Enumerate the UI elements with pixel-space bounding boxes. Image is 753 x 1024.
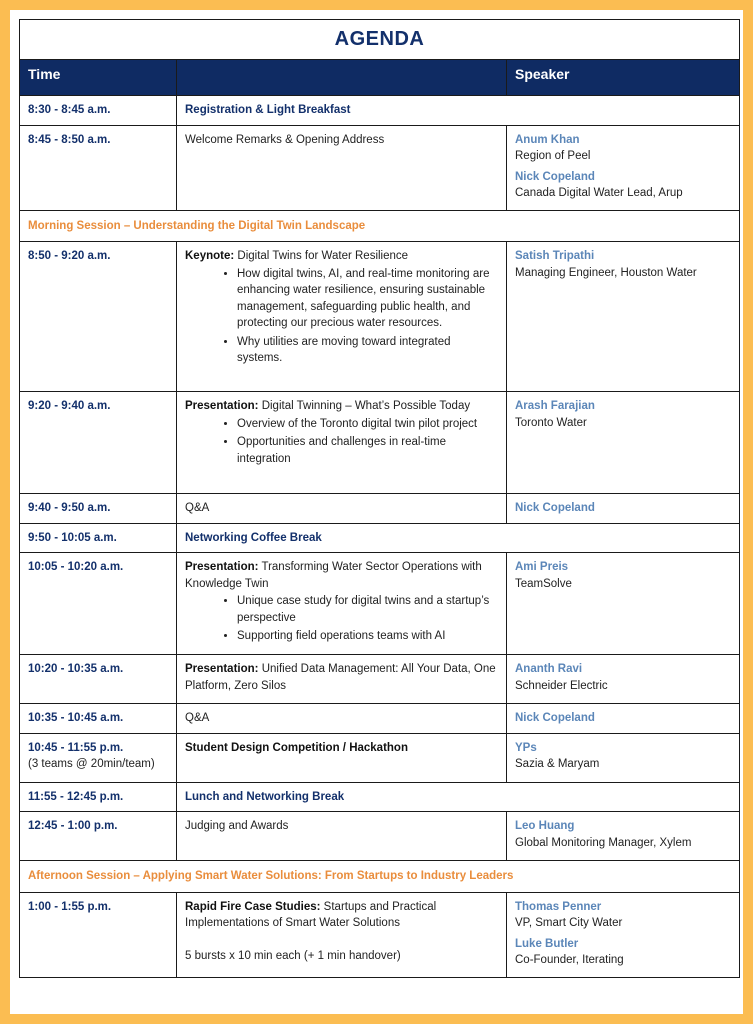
header-speaker: Speaker bbox=[507, 60, 740, 96]
speaker-cell bbox=[507, 242, 740, 392]
time-cell bbox=[20, 733, 177, 782]
speaker-cell bbox=[507, 704, 740, 734]
speaker-cell bbox=[507, 892, 740, 977]
session-row bbox=[20, 861, 740, 893]
item-title: Student Design Competition / Hackathon bbox=[185, 741, 408, 754]
table-row bbox=[20, 655, 740, 704]
time-cell: 1:00 - 1:55 p.m. bbox=[20, 892, 177, 977]
table-row bbox=[20, 812, 740, 861]
bullet-item: • Overview of the Toronto digital twin pilot project bbox=[237, 416, 498, 433]
item-cell: Registration & Light Breakfast bbox=[177, 96, 740, 126]
speaker-org: Canada Digital Water Lead, Arup bbox=[515, 187, 683, 199]
time-cell: 9:40 - 9:50 a.m. bbox=[20, 494, 177, 524]
item-lead: Presentation: bbox=[185, 400, 259, 412]
time-cell: 9:20 - 9:40 a.m. bbox=[20, 392, 177, 494]
speaker-cell bbox=[507, 125, 740, 210]
speaker-org: Region of Peel bbox=[515, 150, 591, 162]
bullet-item: • How digital twins, AI, and real-time monitoring are enhancing water resilience, ensuring sustainable management, safeguarding public health, and protecting our precious water resources. bbox=[237, 266, 498, 332]
time-cell: 8:50 - 9:20 a.m. bbox=[20, 242, 177, 392]
table-row bbox=[20, 704, 740, 734]
item-lead: Keynote: bbox=[185, 250, 235, 262]
morning-session-label: Morning Session – Understanding the Digital Twin Landscape bbox=[20, 210, 740, 242]
speaker-org: Global Monitoring Manager, Xylem bbox=[515, 836, 692, 849]
table-row bbox=[20, 96, 740, 126]
bullet-item: • Unique case study for digital twins and a startup’s perspective bbox=[237, 593, 498, 626]
item-cell bbox=[177, 553, 507, 655]
agenda-title: AGENDA bbox=[20, 20, 740, 60]
speaker-name: YPs bbox=[515, 741, 537, 754]
speaker-cell bbox=[507, 812, 740, 861]
item-title: Unified Data Management: All Your Data, One Platform, Zero Silos bbox=[185, 663, 496, 692]
speaker-org: VP, Smart City Water bbox=[515, 917, 623, 929]
item-cell: Judging and Awards bbox=[177, 812, 507, 861]
table-row bbox=[20, 892, 740, 977]
item-cell bbox=[177, 392, 507, 494]
speaker-name: Ananth Ravi bbox=[515, 663, 583, 675]
time-cell: 8:30 - 8:45 a.m. bbox=[20, 96, 177, 126]
speaker-cell bbox=[507, 553, 740, 655]
item-cell bbox=[177, 733, 507, 782]
speaker-name: Arash Farajian bbox=[515, 400, 595, 412]
speaker-name: Leo Huang bbox=[515, 820, 575, 832]
item-cell: Q&A bbox=[177, 704, 507, 734]
speaker-org: Schneider Electric bbox=[515, 679, 608, 692]
afternoon-session-label: Afternoon Session – Applying Smart Water Solutions: From Startups to Industry Leaders bbox=[20, 861, 740, 893]
item-lead: Presentation: bbox=[185, 663, 259, 675]
speaker-org: Managing Engineer, Houston Water bbox=[515, 266, 697, 279]
speaker-name: Thomas Penner bbox=[515, 900, 602, 913]
table-row bbox=[20, 553, 740, 655]
speaker-org: Sazia & Maryam bbox=[515, 758, 600, 770]
agenda-page bbox=[10, 10, 743, 1014]
time-cell: 12:45 - 1:00 p.m. bbox=[20, 812, 177, 861]
speaker-name: Nick Copeland bbox=[515, 502, 595, 514]
item-cell bbox=[177, 655, 507, 704]
item-lead: Rapid Fire Case Studies: bbox=[185, 900, 321, 913]
time-cell: 10:35 - 10:45 a.m. bbox=[20, 704, 177, 734]
speaker-name: Anum Khan bbox=[515, 133, 580, 146]
table-row bbox=[20, 782, 740, 812]
time-note: (3 teams @ 20min/team) bbox=[28, 758, 155, 770]
bullet-list bbox=[185, 266, 498, 367]
item-title: Digital Twins for Water Resilience bbox=[234, 250, 409, 262]
item-cell: Welcome Remarks & Opening Address bbox=[177, 125, 507, 210]
table-row bbox=[20, 242, 740, 392]
item-title: Transforming Water Sector Operations with Knowledge Twin bbox=[185, 561, 482, 590]
speaker-name: Ami Preis bbox=[515, 561, 569, 573]
bullet-item: • Opportunities and challenges in real-time integration bbox=[237, 434, 498, 467]
speaker-cell bbox=[507, 733, 740, 782]
item-note: 5 bursts x 10 min each (+ 1 min handover) bbox=[185, 949, 401, 962]
bullet-list bbox=[185, 416, 498, 468]
time-cell: 10:20 - 10:35 a.m. bbox=[20, 655, 177, 704]
speaker-org: TeamSolve bbox=[515, 577, 572, 590]
time-cell: 9:50 - 10:05 a.m. bbox=[20, 523, 177, 553]
table-row bbox=[20, 523, 740, 553]
speaker-name: Satish Tripathi bbox=[515, 250, 595, 262]
speaker-cell bbox=[507, 392, 740, 494]
time-cell: 10:05 - 10:20 a.m. bbox=[20, 553, 177, 655]
item-title: Digital Twinning – What’s Possible Today bbox=[258, 400, 471, 412]
bullet-list bbox=[185, 593, 498, 645]
item-cell bbox=[177, 242, 507, 392]
time-cell: 8:45 - 8:50 a.m. bbox=[20, 125, 177, 210]
item-cell: Networking Coffee Break bbox=[177, 523, 740, 553]
time-cell: 11:55 - 12:45 p.m. bbox=[20, 782, 177, 812]
speaker-cell bbox=[507, 494, 740, 524]
time-range: 10:45 - 11:55 p.m. bbox=[28, 741, 124, 754]
speaker-name: Nick Copeland bbox=[515, 712, 595, 724]
item-lead: Presentation: bbox=[185, 561, 259, 573]
speaker-org: Co-Founder, Iterating bbox=[515, 954, 624, 966]
item-cell bbox=[177, 892, 507, 977]
item-cell: Q&A bbox=[177, 494, 507, 524]
item-cell: Lunch and Networking Break bbox=[177, 782, 740, 812]
header-middle bbox=[177, 60, 507, 96]
agenda-table bbox=[19, 19, 740, 978]
header-time: Time bbox=[20, 60, 177, 96]
speaker-cell bbox=[507, 655, 740, 704]
speaker-name: Nick Copeland bbox=[515, 170, 595, 183]
table-row bbox=[20, 392, 740, 494]
speaker-org: Toronto Water bbox=[515, 416, 587, 429]
session-row bbox=[20, 210, 740, 242]
bullet-item: • Why utilities are moving toward integrated systems. bbox=[237, 334, 498, 367]
bullet-item: • Supporting field operations teams with AI bbox=[237, 628, 498, 645]
item-title: Startups and Practical Implementations of Smart Water Solutions bbox=[185, 900, 437, 929]
table-row bbox=[20, 125, 740, 210]
table-row bbox=[20, 733, 740, 782]
speaker-name: Luke Butler bbox=[515, 937, 579, 950]
table-row bbox=[20, 494, 740, 524]
